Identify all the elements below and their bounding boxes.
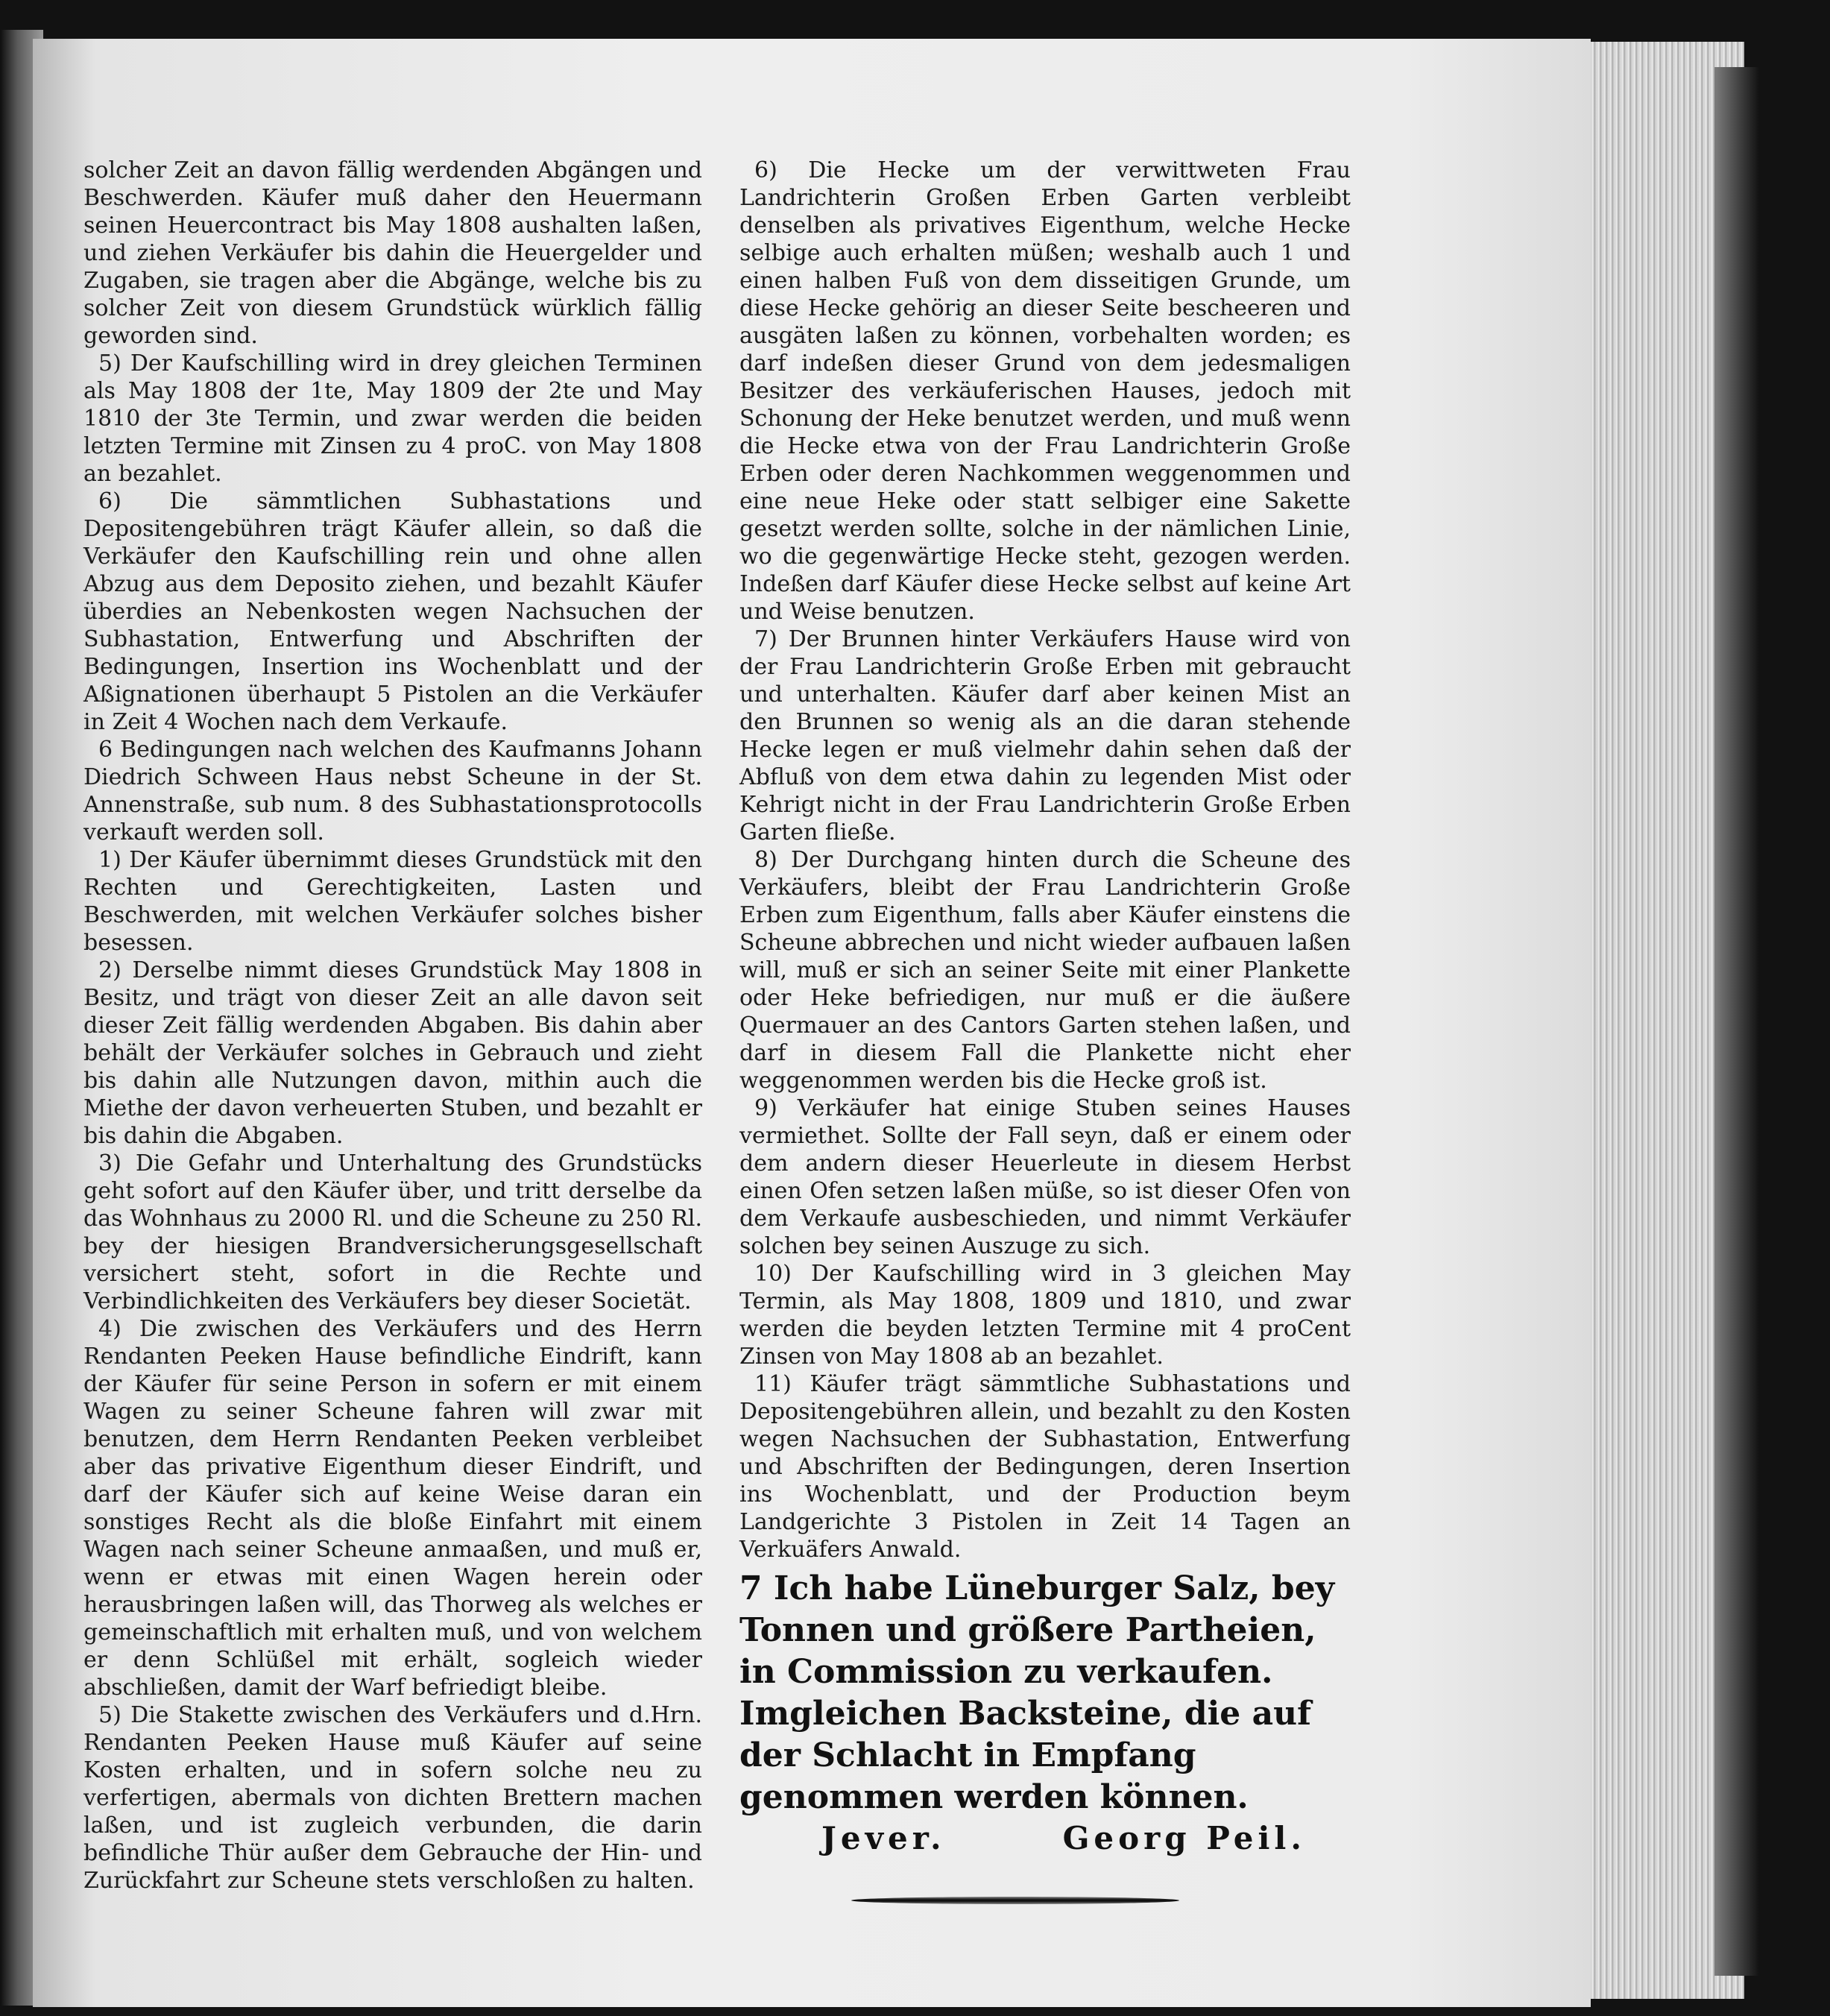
advertisement-signature <box>739 1818 1351 1856</box>
paragraph: 9) Verkäufer hat einige Stuben seines Hauses vermiethet. Sollte der Fall seyn, daß er einem oder dem andern dieser Heuerleute in diesem Herbst einen Ofen setzen laßen müße, so ist dieser Ofen von dem Verkaufe ausbeschieden, und nimmt Verkäufer solchen bey seinen Auszuge zu sich. <box>739 1095 1351 1259</box>
section-divider-rule <box>851 1897 1179 1904</box>
advertisement <box>739 1568 1351 1818</box>
paragraph: 10) Der Kaufschilling wird in 3 gleichen May Termin, als May 1808, 1809 und 1810, und zwar werden die beyden letzten Termine mit 4 proCent Zinsen von May 1808 ab an bezahlet. <box>739 1261 1351 1370</box>
signature-name: Georg Peil. <box>1062 1820 1306 1856</box>
paragraph: 7) Der Brunnen hinter Verkäufers Hause wird von der Frau Landrichterin Große Erben mit gebraucht und unterhalten. Käufer darf aber keinen Mist an den Brunnen so wenig als an die daran stehende Hecke legen er muß vielmehr dahin sehen daß der Abfluß von dem etwa dahin zu legenden Mist oder Kehrigt nicht in der Frau Landrichterin Große Erben Garten fließe. <box>739 626 1351 845</box>
paragraph: 3) Die Gefahr und Unterhaltung des Grundstücks geht sofort auf den Käufer über, und tritt derselbe da das Wohnhaus zu 2000 Rl. und die Scheune zu 250 Rl. bey der hiesigen Brandversicherungsgesellschaft versichert steht, sofort in die Rechte und Verbindlichkeiten des Verkäufers bey dieser Societät. <box>83 1150 702 1314</box>
book-spine-shadow <box>1714 67 1759 1976</box>
paragraph: 8) Der Durchgang hinten durch die Scheune des Verkäufers, bleibt der Frau Landrichterin Große Erben zum Eigenthum, falls aber Käufer einstens die Scheune abbrechen und nicht wieder aufbauen laßen will, muß er sich an seiner Seite mit einer Plankette oder Heke befriedigen, nur muß er die äußere Quermauer an des Cantors Garten stehen laßen, und darf in diesem Fall die Plankette nicht eher weggenommen werden bis die Hecke groß ist. <box>739 847 1351 1094</box>
paragraph: 4) Die zwischen des Verkäufers und des Herrn Rendanten Peeken Hause befindliche Eindrift, kann der Käufer für seine Person in sofern er mit einem Wagen zu seiner Scheune fahren will zwar mit benutzen, dem Herrn Rendanten Peeken verbleibet aber das privative Eigenthum dieser Eindrift, und darf der Käufer sich auf keine Weise daran ein sonstiges Recht als die bloße Einfahrt mit einem Wagen nach seiner Scheune anmaaßen, und muß er, wenn er etwas mit einen Wagen herein oder herausbringen laßen will, das Thorweg als welches er gemeinschaftlich mit erhalten muß, und von welchem er denn Schlüßel mit erhält, sogleich wieder abschließen, damit der Warf befriedigt bleibe. <box>83 1316 702 1701</box>
paragraph: 6) Die sämmtlichen Subhastations und Depositengebühren trägt Käufer allein, so daß die Verkäufer den Kaufschilling rein und ohne allen Abzug aus dem Deposito ziehen, und bezahlt Käufer überdies an Nebenkosten wegen Nachsuchen der Subhastation, Entwerfung und Abschriften der Bedingungen, Insertion ins Wochenblatt und der Aßignationen überhaupt 5 Pistolen an die Verkäufer in Zeit 4 Wochen nach dem Verkaufe. <box>83 488 702 735</box>
paragraph: 6) Die Hecke um der verwittweten Frau Landrichterin Großen Erben Garten verbleibt denselben als privatives Eigenthum, welche Hecke selbige auch erhalten müßen; weshalb auch 1 und einen halben Fuß von dem disseitigen Grunde, um diese Hecke gehörig an dieser Seite bescheeren und ausgäten laßen zu können, vorbehalten worden; es darf indeßen dieser Grund von dem jedesmaligen Besitzer des verkäuferischen Hauses, jedoch mit Schonung der Heke benutzet werden, und muß wenn die Hecke etwa von der Frau Landrichterin Große Erben oder deren Nachkommen weggenommen und eine neue Heke oder statt selbiger eine Sakette gesetzt werden sollte, solche in der nämlichen Linie, wo die gegenwärtige Hecke steht, gezogen werden. Indeßen darf Käufer diese Hecke selbst auf keine Art und Weise benutzen. <box>739 157 1351 625</box>
paragraph: 1) Der Käufer übernimmt dieses Grundstück mit den Rechten und Gerechtigkeiten, Lasten und Beschwerden, mit welchen Verkäufer solches bisher besessen. <box>83 847 702 956</box>
paragraph: 11) Käufer trägt sämmtliche Subhastations und Depositengebühren allein, und bezahlt zu den Kosten wegen Nachsuchen der Subhastation, Entwerfung und Abschriften der Bedingungen, deren Insertion ins Wochenblatt, und der Production beym Landgerichte 3 Pistolen in Zeit 14 Tagen an Verkuäfers Anwald. <box>739 1371 1351 1563</box>
left-text-column <box>83 157 702 1894</box>
paragraph: 5) Die Stakette zwischen des Verkäufers und d.Hrn. Rendanten Peeken Hause muß Käufer auf seine Kosten erhalten, und in sofern solche neu zu verfertigen, abermals von dichten Brettern machen laßen, und ist zugleich verbunden, die darin befindliche Thür außer dem Gebrauche der Hin- und Zurückfahrt zur Scheune stets verschloßen zu halten. <box>83 1702 702 1894</box>
right-text-column <box>739 157 1351 1904</box>
section-heading: 6 Bedingungen nach welchen des Kaufmanns Johann Diedrich Schween Haus nebst Scheune in der St. Annenstraße, sub num. 8 des Subhastationsprotocolls verkauft werden soll. <box>83 737 702 845</box>
advertisement-text: 7 Ich habe Lüneburger Salz, bey Tonnen und größere Partheien, in Commission zu verkaufen. Imgleichen Backsteine, die auf der Schlacht in Empfang genommen werden können. <box>739 1569 1335 1816</box>
paragraph: solcher Zeit an davon fällig werdenden Abgängen und Beschwerden. Käufer muß daher den Heuermann seinen Heuercontract bis May 1808 aushalten laßen, und ziehen Verkäufer bis dahin die Heuergelder und Zugaben, sie tragen aber die Abgänge, welche bis zu solcher Zeit von diesem Grundstück würklich fällig geworden sind. <box>83 157 702 349</box>
signature-place: Jever. <box>821 1820 946 1856</box>
paragraph: 5) Der Kaufschilling wird in drey gleichen Terminen als May 1808 der 1te, May 1809 der 2te und May 1810 der 3te Termin, und zwar werden die beiden letzten Termine mit Zinsen zu 4 proC. von May 1808 an bezahlet. <box>83 350 702 487</box>
paragraph: 2) Derselbe nimmt dieses Grundstück May 1808 in Besitz, und trägt von dieser Zeit an alle davon seit dieser Zeit fällig werdenden Abgaben. Bis dahin aber behält der Verkäufer solches in Gebrauch und zieht bis dahin alle Nutzungen davon, mithin auch die Miethe der davon verheuerten Stuben, und bezahlt er bis dahin die Abgaben. <box>83 957 702 1149</box>
